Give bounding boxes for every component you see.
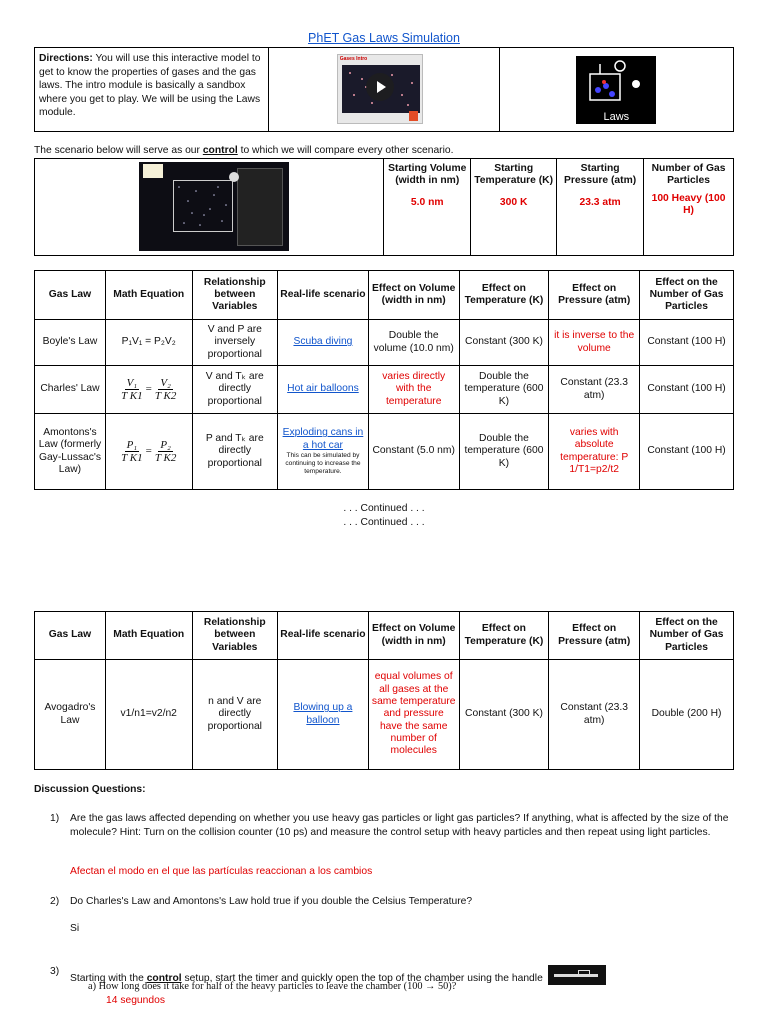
- effect-pressure: Constant (23.3 atm): [549, 366, 640, 414]
- relationship: P and Tₖ are directly proportional: [192, 414, 278, 490]
- starting-volume-header: Starting Volume (width in nm) 5.0 nm: [384, 159, 471, 256]
- play-video-icon[interactable]: [366, 73, 394, 101]
- header-effect-volume: Effect on Volume (width in nm): [368, 612, 459, 660]
- header-effect-pressure: Effect on Pressure (atm): [549, 271, 640, 320]
- effect-pressure: it is inverse to the volume: [549, 320, 640, 366]
- header-effect-particles: Effect on the Number of Gas Particles: [640, 271, 734, 320]
- law-name: Avogadro's Law: [35, 660, 106, 770]
- gas-law-table: [34, 270, 734, 490]
- gas-particles-icon: [174, 181, 232, 231]
- header-real-life-scenario: Real-life scenario: [278, 612, 369, 660]
- effect-volume: equal volumes of all gases at the same temperature and pressure have the same number of molecules: [368, 660, 459, 770]
- law-name: Amontons's Law (formerly Gay-Lussac's Law): [35, 414, 106, 490]
- starting-pressure-value: 23.3 atm: [579, 197, 621, 208]
- effect-volume: Double the volume (10.0 nm): [368, 320, 459, 366]
- real-life-scenario[interactable]: [278, 414, 369, 490]
- starting-temperature-value: 300 K: [499, 197, 528, 208]
- header-gas-law: Gas Law: [35, 612, 106, 660]
- header-gas-law: Gas Law: [35, 271, 106, 320]
- table-row: [35, 660, 734, 770]
- scenario-link[interactable]: Scuba diving: [293, 336, 353, 348]
- header-effect-volume: Effect on Volume (width in nm): [368, 271, 459, 320]
- law-name: Charles' Law: [35, 366, 106, 414]
- question-3a: a) How long does it take for half of the heavy particles to leave the chamber (100 → 50)?: [88, 981, 457, 992]
- control-sim-screenshot: [139, 162, 289, 251]
- starting-volume-value: 5.0 nm: [410, 197, 444, 208]
- starting-pressure-header: Starting Pressure (atm) 23.3 atm: [557, 159, 644, 256]
- math-equation: $\frac{\text{P₁}}{\text{T K1}}$ = $\frac{\text{P₂}}{\text{T K2}}$: [105, 414, 192, 490]
- effect-volume: varies directly with the temperature: [368, 366, 459, 414]
- effect-temperature: Double the temperature (600 K): [459, 414, 549, 490]
- math-equation: P₁V₁ = P₂V₂: [105, 320, 192, 366]
- directions-label: Directions:: [39, 53, 93, 64]
- relationship: n and V are directly proportional: [192, 660, 278, 770]
- table-row: [35, 320, 734, 366]
- page-title: PhET Gas Laws Simulation: [308, 31, 460, 45]
- number-of-particles-value: 100 Heavy (100 H): [651, 193, 726, 216]
- chamber-handle-icon: [548, 965, 606, 985]
- scenario-link[interactable]: Hot air balloons: [287, 383, 359, 395]
- directions-cell: [35, 48, 269, 132]
- laws-module-thumbnail[interactable]: [576, 56, 656, 124]
- question-1: 1) Are the gas laws affected depending on whether you use heavy gas particles or light gas particles? If anything, what is affected by the size of the molecule? Hint: Turn on the collision counter (10 ps) and measure the control setup with heavy particles and then repeat using light particles.: [50, 813, 729, 838]
- relationship: V and P are inversely proportional: [192, 320, 278, 366]
- header-effect-temperature: Effect on Temperature (K): [459, 612, 549, 660]
- table-row: [35, 366, 734, 414]
- laws-thumbnail-cell: [500, 48, 734, 132]
- directions-table: [34, 47, 734, 132]
- avogadro-table: [34, 611, 734, 770]
- effect-volume: Constant (5.0 nm): [368, 414, 459, 490]
- real-life-scenario[interactable]: [278, 320, 369, 366]
- effect-pressure: varies with absolute temperature: P 1/T1=p2/t2: [549, 414, 640, 490]
- header-relationship: Relationship between Variables: [192, 612, 278, 660]
- directions-text: You will use this interactive model to get to know the properties of gases and the gas laws. The intro module is basically a sandbox where you get to play. We will be using the Laws module.: [39, 53, 261, 119]
- number-of-particles-header: Number of Gas Particles 100 Heavy (100 H): [644, 159, 734, 256]
- real-life-scenario[interactable]: [278, 366, 369, 414]
- law-name: Boyle's Law: [35, 320, 106, 366]
- relationship: V and Tₖ are directly proportional: [192, 366, 278, 414]
- effect-particles: Double (200 H): [640, 660, 734, 770]
- answer-2: Si: [70, 923, 80, 934]
- control-sim-screenshot-cell: [35, 159, 384, 256]
- effect-temperature: Double the temperature (600 K): [459, 366, 549, 414]
- starting-temperature-header: Starting Temperature (K) 300 K: [471, 159, 557, 256]
- answer-1: Afectan el modo en el que las partículas reaccionan a los cambios: [70, 866, 373, 877]
- header-relationship: Relationship between Variables: [192, 271, 278, 320]
- control-table: [34, 158, 734, 256]
- html5-icon: [409, 111, 418, 121]
- discussion-title: Discussion Questions:: [34, 784, 146, 795]
- header-effect-particles: Effect on the Number of Gas Particles: [640, 612, 734, 660]
- question-3: 3) Starting with the control setup, start the timer and quickly open the top of the chamber using the handle: [50, 965, 730, 986]
- effect-particles: Constant (100 H): [640, 366, 734, 414]
- header-math-equation: Math Equation: [105, 271, 192, 320]
- math-equation: v1/n1=v2/n2: [105, 660, 192, 770]
- scenario-link[interactable]: Blowing up a balloon: [293, 702, 353, 726]
- gases-intro-thumbnail[interactable]: [337, 54, 423, 124]
- question-2: 2) Do Charles's Law and Amontons's Law hold true if you double the Celsius Temperature?: [50, 896, 473, 907]
- answer-3a: 14 segundos: [106, 995, 165, 1006]
- header-effect-temperature: Effect on Temperature (K): [459, 271, 549, 320]
- gases-intro-label: Gases Intro: [339, 56, 368, 62]
- math-equation: $\frac{\text{V₁}}{\text{T K1}}$ = $\frac{\text{V₂}}{\text{T K2}}$: [105, 366, 192, 414]
- scenario-link[interactable]: Exploding cans in a hot car: [282, 427, 364, 451]
- intro-thumbnail-cell: [268, 48, 500, 132]
- header-effect-pressure: Effect on Pressure (atm): [549, 612, 640, 660]
- effect-pressure: Constant (23.3 atm): [549, 660, 640, 770]
- header-math-equation: Math Equation: [105, 612, 192, 660]
- scenario-note: This can be simulated by continuing to increase the temperature.: [285, 451, 361, 475]
- laws-icon: [576, 56, 656, 110]
- real-life-scenario[interactable]: [278, 660, 369, 770]
- effect-particles: Constant (100 H): [640, 320, 734, 366]
- laws-label: Laws: [603, 111, 630, 123]
- header-real-life-scenario: Real-life scenario: [278, 271, 369, 320]
- table-row: [35, 414, 734, 490]
- effect-temperature: Constant (300 K): [459, 660, 549, 770]
- scenario-sentence: The scenario below will serve as our control to which we will compare every other scenario.: [34, 145, 454, 156]
- continued-text: . . . Continued . . .: [343, 517, 425, 528]
- continued-text: . . . Continued . . .: [343, 503, 425, 514]
- effect-temperature: Constant (300 K): [459, 320, 549, 366]
- effect-particles: Constant (100 H): [640, 414, 734, 490]
